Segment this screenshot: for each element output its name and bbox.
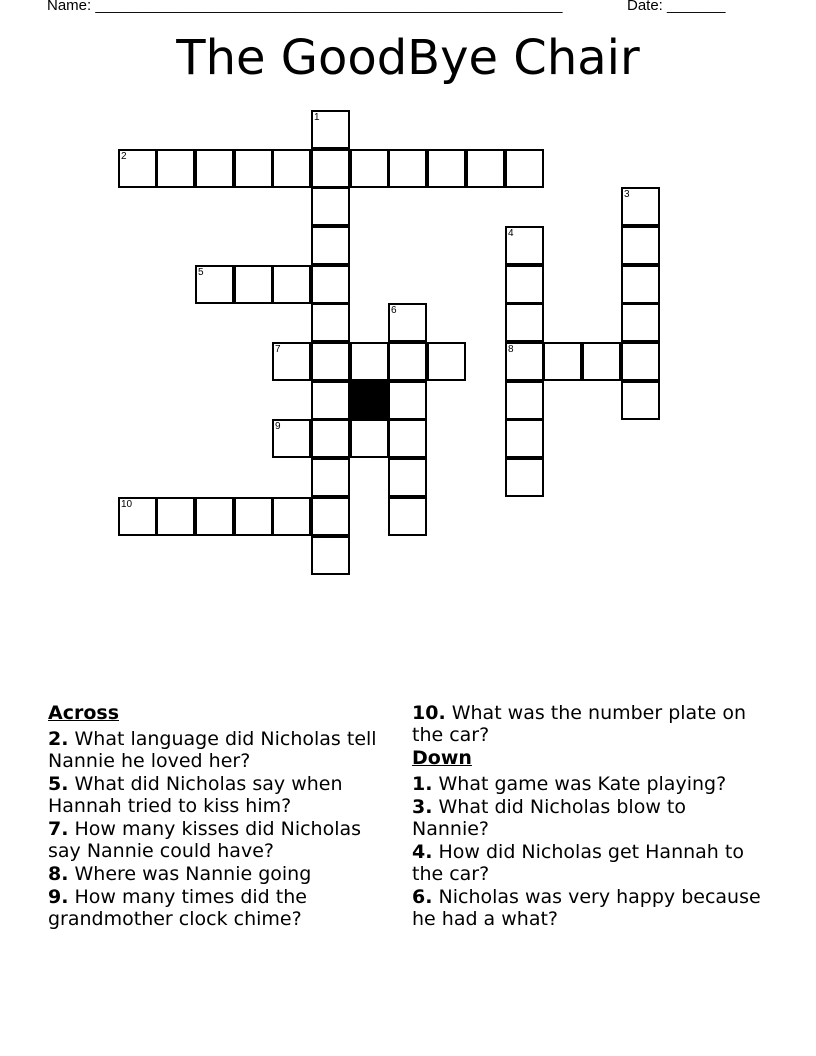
name-field[interactable]: Name: ________________________________________________________ (47, 0, 563, 14)
crossword-cell[interactable] (311, 187, 350, 226)
clue-across-10 (412, 702, 762, 746)
clue-text: What language did Nicholas tell Nannie he loved her? (48, 728, 377, 772)
clue-text: What was the number plate on the car? (412, 702, 747, 746)
clue-across-5 (48, 773, 388, 817)
crossword-cell[interactable] (311, 110, 350, 149)
clue-text: Where was Nannie going (74, 863, 312, 885)
clue-number: 1 (314, 112, 320, 123)
crossword-cell[interactable] (388, 419, 427, 458)
clue-number: 6 (391, 305, 397, 316)
crossword-cell[interactable] (466, 149, 505, 188)
clue-down-3 (412, 796, 762, 840)
crossword-cell[interactable] (311, 226, 350, 265)
crossword-cell[interactable] (156, 497, 195, 536)
clue-number: 4. (412, 841, 433, 863)
clue-text: Nicholas was very happy because he had a what? (412, 886, 761, 930)
clue-across-2 (48, 728, 388, 772)
clue-number: 3. (412, 796, 433, 818)
crossword-cell[interactable] (621, 381, 660, 420)
clue-text: How did Nicholas get Hannah to the car? (412, 841, 744, 885)
crossword-cell[interactable] (195, 497, 234, 536)
crossword-cell[interactable] (621, 342, 660, 381)
clue-number: 5. (48, 773, 69, 795)
crossword-cell[interactable] (272, 265, 311, 304)
crossword-cell[interactable] (505, 149, 544, 188)
clue-number: 7 (275, 344, 281, 355)
crossword-cell[interactable] (582, 342, 621, 381)
crossword-cell[interactable] (427, 149, 466, 188)
crossword-cell[interactable] (505, 381, 544, 420)
crossword-cell[interactable] (388, 149, 427, 188)
crossword-cell[interactable] (234, 497, 273, 536)
crossword-cell[interactable] (311, 419, 350, 458)
clue-across-9 (48, 886, 388, 930)
crossword-cell[interactable] (505, 458, 544, 497)
crossword-cell[interactable] (505, 226, 544, 265)
crossword-cell[interactable] (621, 265, 660, 304)
clue-number: 10. (412, 702, 446, 724)
clue-across-7 (48, 818, 388, 862)
crossword-cell[interactable] (505, 303, 544, 342)
crossword-cell[interactable] (621, 226, 660, 265)
clue-across-8 (48, 863, 388, 885)
crossword-cell[interactable] (388, 342, 427, 381)
clue-number: 4 (508, 228, 514, 239)
crossword-cell[interactable] (388, 381, 427, 420)
crossword-cell[interactable] (388, 497, 427, 536)
crossword-cell[interactable] (311, 497, 350, 536)
crossword-cell[interactable] (195, 265, 234, 304)
crossword-cell[interactable] (621, 303, 660, 342)
crossword-cell[interactable] (388, 303, 427, 342)
crossword-cell[interactable] (543, 342, 582, 381)
crossword-cell[interactable] (311, 342, 350, 381)
clue-number: 3 (624, 189, 630, 200)
crossword-cell[interactable] (350, 149, 389, 188)
down-heading: Down (412, 747, 472, 769)
clue-number: 2. (48, 728, 69, 750)
crossword-cell[interactable] (350, 342, 389, 381)
crossword-cell[interactable] (272, 419, 311, 458)
clue-number: 9 (275, 421, 281, 432)
crossword-cell[interactable] (505, 342, 544, 381)
clue-text: What did Nicholas blow to Nannie? (412, 796, 686, 840)
clue-number: 5 (198, 267, 204, 278)
crossword-cell[interactable] (311, 265, 350, 304)
crossword-cell[interactable] (195, 149, 234, 188)
clue-number: 8. (48, 863, 69, 885)
clue-text: How many times did the grandmother clock chime? (48, 886, 307, 930)
clue-number: 9. (48, 886, 69, 908)
crossword-cell[interactable] (234, 149, 273, 188)
date-field[interactable]: Date: _______ (627, 0, 726, 14)
crossword-cell[interactable] (311, 458, 350, 497)
page-title: The GoodBye Chair (176, 30, 640, 86)
crossword-cell[interactable] (311, 149, 350, 188)
crossword-cell[interactable] (234, 265, 273, 304)
clue-down-4 (412, 841, 762, 885)
clue-number: 2 (121, 151, 127, 162)
crossword-cell[interactable] (621, 187, 660, 226)
crossword-cell[interactable] (311, 303, 350, 342)
crossword-cell[interactable] (388, 458, 427, 497)
clue-number: 8 (508, 344, 514, 355)
crossword-cell[interactable] (118, 497, 157, 536)
clue-text: How many kisses did Nicholas say Nannie could have? (48, 818, 362, 862)
blocked-cell (350, 381, 389, 420)
across-clues (48, 702, 388, 931)
crossword-cell[interactable] (272, 149, 311, 188)
crossword-cell[interactable] (505, 265, 544, 304)
crossword-cell[interactable] (311, 536, 350, 575)
crossword-cell[interactable] (156, 149, 195, 188)
clue-number: 1. (412, 773, 433, 795)
crossword-cell[interactable] (427, 342, 466, 381)
down-clues (412, 702, 762, 931)
crossword-cell[interactable] (505, 419, 544, 458)
clue-text: What game was Kate playing? (438, 773, 727, 795)
clue-number: 10 (121, 499, 133, 510)
crossword-cell[interactable] (350, 419, 389, 458)
crossword-cell[interactable] (272, 342, 311, 381)
clue-text: What did Nicholas say when Hannah tried to kiss him? (48, 773, 343, 817)
clue-number: 6. (412, 886, 433, 908)
crossword-cell[interactable] (118, 149, 157, 188)
across-heading: Across (48, 702, 120, 724)
crossword-cell[interactable] (311, 381, 350, 420)
clue-down-6 (412, 886, 762, 930)
crossword-cell[interactable] (272, 497, 311, 536)
clue-down-1 (412, 773, 762, 795)
clue-number: 7. (48, 818, 69, 840)
